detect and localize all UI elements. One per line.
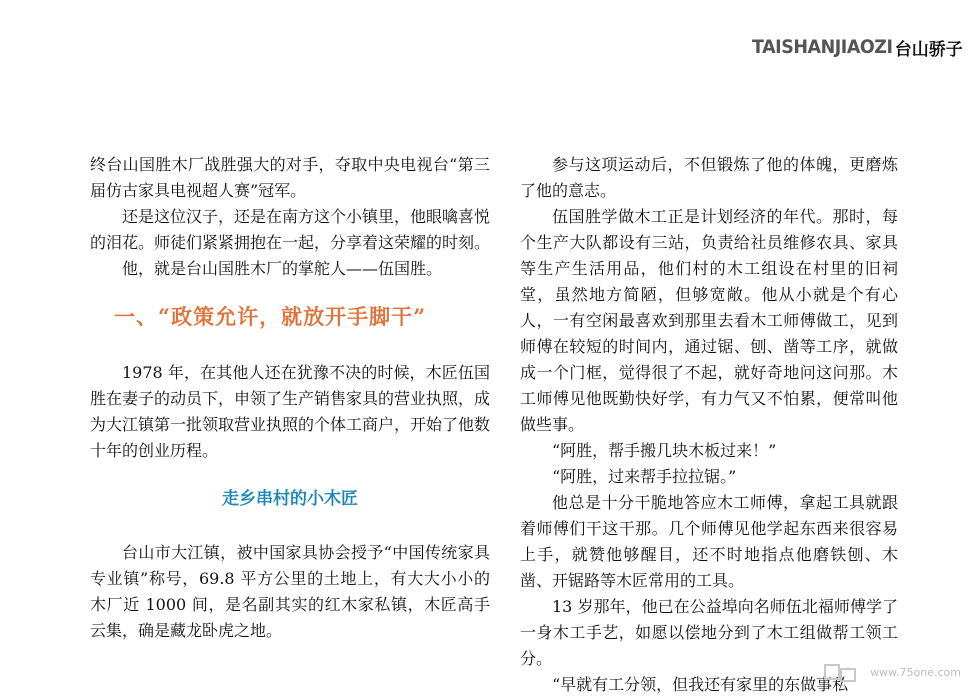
running-header [752, 36, 963, 58]
watermark-text: www.75one.com [870, 666, 961, 679]
paragraph: 还是这位汉子，还是在南方这个小镇里，他眼噙喜悦的泪花。师徒们紧紧拥抱在一起，分享着这荣耀的时刻。 [90, 207, 491, 252]
subsection-heading: 走乡串村的小木匠 [222, 489, 358, 509]
section-heading: 一、“政策允许，就放开手脚干” [114, 304, 427, 329]
header-brand: TAISHANJIAOZI [752, 36, 893, 58]
left-column [90, 152, 490, 644]
paragraph: 台山市大江镇，被中国家具协会授予“中国传统家具专业镇”称号，69.8 平方公里的土地上，有大大小小的木厂近 1000 间，是名副其实的红木家私镇，木匠高手云集，确是藏龙卧虎之地。 [90, 543, 490, 640]
paragraph: 他总是十分干脆地答应木工师傅，拿起工具就跟着师傅们干这干那。几个师傅见他学起东西来很容易上手，就赞他够醒目，还不时地指点他磨铁刨、木凿、开锯路等木匠常用的工具。 [520, 493, 898, 590]
watermark-logo-icon [821, 659, 861, 687]
paragraph: 13 岁那年，他已在公益埠向名师伍北福师傅学了一身木工手艺，如愿以偿地分到了木工组做帮工领工分。 [520, 597, 898, 668]
paragraph: 伍国胜学做木工正是计划经济的年代。那时，每个生产大队都设有三站，负责给社员维修农具、家具等生产生活用品，他们村的木工组设在村里的旧祠堂，虽然地方简陋，但够宽敞。他从小就是个有心人，一有空闲最喜欢到那里去看木工师傅做工，见到师傅在较短的时间内，通过锯、刨、凿等工序，就做成一个门框，觉得很了不起，就好奇地问这问那。木工师傅见他既勤快好学，有力气又不怕累，便常叫他做些事。 [520, 207, 898, 434]
right-column [520, 152, 898, 698]
quote-line: “阿胜，帮手搬几块木板过来！” [552, 441, 777, 460]
paragraph: 他，就是台山国胜木厂的掌舵人——伍国胜。 [122, 259, 443, 278]
paragraph: 参与这项运动后，不但锻炼了他的体魄，更磨炼了他的意志。 [520, 155, 898, 200]
site-watermark [821, 659, 961, 687]
paragraph: 1978 年，在其他人还在犹豫不决的时候，木匠伍国胜在妻子的动员下，申领了生产销售家具的营业执照，成为大江镇第一批领取营业执照的个体工商户，开始了他数十年的创业历程。 [90, 363, 491, 460]
paragraph: 终台山国胜木厂战胜强大的对手，夺取中央电视台“第三届仿古家具电视超人赛”冠军。 [90, 155, 490, 200]
header-title: 台山骄子 [894, 39, 963, 60]
paragraph: “早就有工分领，但我还有家里的东做事私 [552, 675, 849, 694]
quote-line: “阿胜，过来帮手拉拉锯。” [552, 467, 737, 486]
